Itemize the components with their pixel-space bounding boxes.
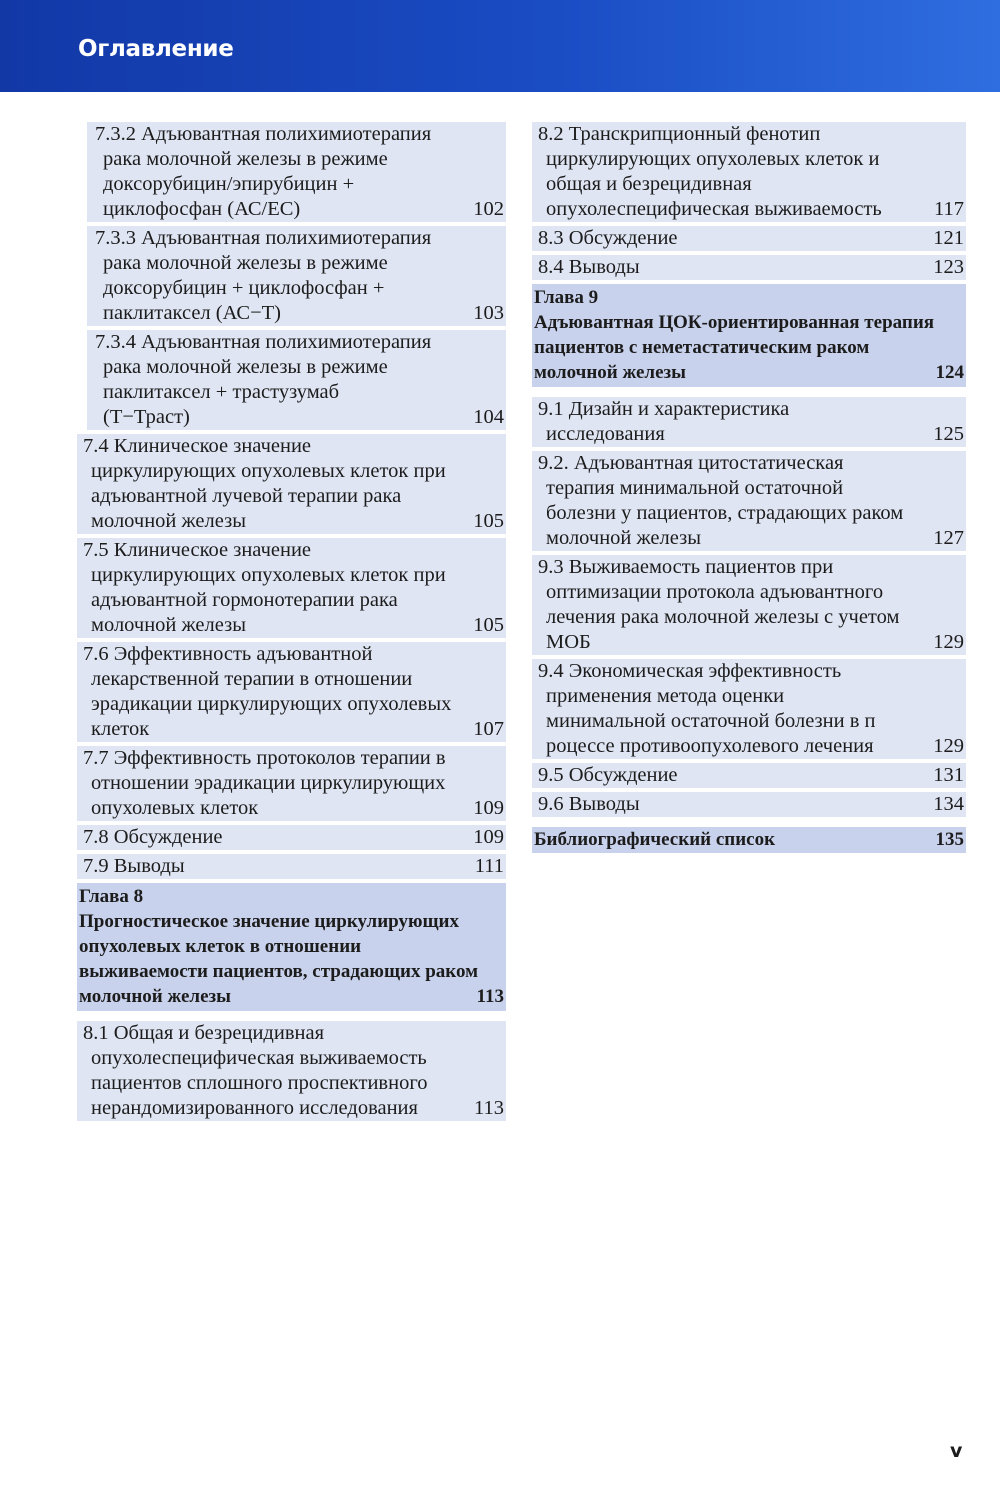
toc-entry-line: исследования [546, 423, 665, 445]
page-number: v [950, 1440, 963, 1462]
toc-entry-line: опухолеспецифическая выживаемость [91, 1047, 427, 1069]
toc-entry-line: клеток [91, 718, 150, 740]
toc-entry-line: рака молочной железы в режиме [103, 148, 388, 170]
toc-page-number: 105 [473, 510, 504, 532]
toc-entry-line: 8.4 Выводы [538, 256, 640, 278]
toc-page-number: 113 [474, 1097, 504, 1119]
toc-page-number: 111 [474, 855, 504, 877]
toc-entry-line: лекарственной терапии в отношении [91, 668, 413, 690]
toc-entry-line: молочной железы [546, 527, 701, 549]
toc-page-number: 134 [933, 793, 964, 815]
toc-entry[interactable] [77, 538, 506, 638]
toc-page-number: 121 [933, 227, 964, 249]
toc-entry[interactable] [532, 226, 966, 251]
toc-page-number: 109 [473, 797, 504, 819]
toc-entry-line: 9.3 Выживаемость пациентов при [538, 556, 834, 578]
chapter-page-number: 124 [935, 362, 964, 383]
toc-entry-line: 7.4 Клиническое значение [83, 435, 312, 457]
toc-page-number: 131 [933, 764, 964, 786]
toc-entry-line: роцессе противоопухолевого лечения [546, 735, 874, 757]
toc-page-number: 123 [933, 256, 964, 278]
toc-column-right [532, 122, 966, 853]
toc-entry-line: пациентов сплошного проспективного [91, 1072, 428, 1094]
toc-page-number: 127 [933, 527, 964, 549]
toc-page-number: 109 [473, 826, 504, 848]
toc-page-number: 107 [473, 718, 504, 740]
bibliography-page-number: 135 [935, 829, 964, 850]
toc-entry-line: доксорубицин/эпирубицин + [103, 173, 355, 195]
toc-page-number: 129 [933, 735, 964, 757]
toc-entry-line: циркулирующих опухолевых клеток при [91, 564, 446, 586]
toc-entry-line: отношении эрадикации циркулирующих [91, 772, 446, 794]
toc-entry-line: 7.6 Эффективность адъювантной [83, 643, 373, 665]
toc-entry-line: нерандомизированного исследования [91, 1097, 418, 1119]
toc-entry-line: 7.7 Эффективность протоколов терапии в [83, 747, 446, 769]
toc-entry-line: болезни у пациентов, страдающих раком [546, 502, 904, 524]
chapter-page-number: 113 [476, 986, 504, 1007]
chapter-label: Глава 8 [79, 886, 144, 907]
toc-page-number: 104 [473, 406, 504, 428]
toc-entry[interactable] [532, 763, 966, 788]
toc-entry[interactable] [532, 397, 966, 447]
toc-entry[interactable] [77, 434, 506, 534]
bibliography-label: Библиографический список [534, 829, 776, 850]
toc-page-number: 125 [933, 423, 964, 445]
toc-entry-line: 7.3.2 Адъювантная полихимиотерапия [95, 123, 432, 145]
toc-page-number: 105 [473, 614, 504, 636]
chapter-title-line: Адъювантная ЦОК-ориентированная терапия [534, 312, 935, 333]
toc-entry[interactable] [532, 792, 966, 817]
toc-entry-line: 7.8 Обсуждение [83, 826, 223, 848]
toc-entry-line: 8.3 Обсуждение [538, 227, 678, 249]
toc-entry-line: адъювантной лучевой терапии рака [91, 485, 402, 507]
toc-entry[interactable] [87, 122, 506, 222]
toc-entry-line: 7.3.4 Адъювантная полихимиотерапия [95, 331, 432, 353]
toc-entry-line: 9.4 Экономическая эффективность [538, 660, 842, 682]
toc-entry-line: 9.5 Обсуждение [538, 764, 678, 786]
toc-group-7 [77, 434, 506, 879]
page-title: Оглавление [78, 36, 234, 62]
toc-entry[interactable] [532, 122, 966, 222]
toc-entry-line: паклитаксел (АС−Т) [103, 302, 281, 324]
toc-entry-line: МОБ [546, 631, 591, 653]
chapter-title-line: выживаемости пациентов, страдающих раком [79, 961, 479, 982]
toc-group-8-1 [77, 1021, 506, 1121]
page-header-band [0, 0, 1000, 92]
chapter-title-line: Прогностическое значение циркулирующих [79, 911, 459, 932]
toc-entry-line: циклофосфан (АС/ЕС) [103, 198, 301, 220]
toc-entry-line: терапия минимальной остаточной [546, 477, 844, 499]
toc-group-9 [532, 397, 966, 817]
toc-entry-line: 7.5 Клиническое значение [83, 539, 312, 561]
toc-entry[interactable] [532, 451, 966, 551]
toc-entry-line: эрадикации циркулирующих опухолевых [91, 693, 452, 715]
toc-chapter-9[interactable] [532, 284, 966, 387]
toc-entry-line: применения метода оценки [546, 685, 785, 707]
toc-entry-line: 9.6 Выводы [538, 793, 640, 815]
chapter-title-line: пациентов с неметастатическим раком [534, 337, 870, 358]
toc-entry-line: опухолевых клеток [91, 797, 259, 819]
toc-entry[interactable] [77, 825, 506, 850]
toc-page-number: 117 [934, 198, 964, 220]
toc-entry-line: циркулирующих опухолевых клеток при [91, 460, 446, 482]
toc-entry-line: 9.2. Адъювантная цитостатическая [538, 452, 844, 474]
toc-entry-line: паклитаксел + трастузумаб [103, 381, 340, 403]
toc-entry[interactable] [77, 1021, 506, 1121]
toc-entry-line: молочной железы [91, 614, 246, 636]
toc-chapter-8[interactable] [77, 883, 506, 1011]
toc-entry-line: 8.1 Общая и безрецидивная [83, 1022, 324, 1044]
toc-entry-line: общая и безрецидивная [546, 173, 752, 195]
toc-entry-line: лечения рака молочной железы с учетом [546, 606, 900, 628]
toc-entry-line: оптимизации протокола адъювантного [546, 581, 884, 603]
toc-entry-line: 7.9 Выводы [83, 855, 185, 877]
toc-entry[interactable] [87, 330, 506, 430]
toc-entry-line: 8.2 Транскрипционный фенотип [538, 123, 821, 145]
toc-column-left [77, 122, 506, 1125]
toc-group-8 [532, 122, 966, 280]
toc-page-number: 102 [473, 198, 504, 220]
toc-entry-line: адъювантной гормонотерапии рака [91, 589, 398, 611]
toc-entry-line: рака молочной железы в режиме [103, 356, 388, 378]
toc-page-number: 103 [473, 302, 504, 324]
toc-page-number: 129 [933, 631, 964, 653]
toc-entry[interactable] [532, 555, 966, 655]
toc-entry-line: опухолеспецифическая выживаемость [546, 198, 882, 220]
chapter-label: Глава 9 [534, 287, 599, 308]
toc-entry[interactable] [77, 854, 506, 879]
toc-entry-line: рака молочной железы в режиме [103, 252, 388, 274]
chapter-title-line: молочной железы [79, 986, 231, 1007]
toc-entry-line: молочной железы [91, 510, 246, 532]
toc-entry[interactable] [87, 226, 506, 326]
toc-entry[interactable] [77, 746, 506, 821]
toc-group-7-3 [77, 122, 506, 430]
chapter-title-line: молочной железы [534, 362, 686, 383]
toc-entry-line: (Т−Траст) [103, 406, 190, 428]
toc-entry-line: 7.3.3 Адъювантная полихимиотерапия [95, 227, 432, 249]
toc-bibliography[interactable] [532, 827, 966, 853]
toc-entry-line: минимальной остаточной болезни в п [546, 710, 876, 732]
toc-entry[interactable] [532, 255, 966, 280]
toc-entry[interactable] [77, 642, 506, 742]
toc-entry-line: доксорубицин + циклофосфан + [103, 277, 385, 299]
chapter-title-line: опухолевых клеток в отношении [79, 936, 362, 957]
toc-entry-line: 9.1 Дизайн и характеристика [538, 398, 790, 420]
toc-entry-line: циркулирующих опухолевых клеток и [546, 148, 880, 170]
toc-entry[interactable] [532, 659, 966, 759]
